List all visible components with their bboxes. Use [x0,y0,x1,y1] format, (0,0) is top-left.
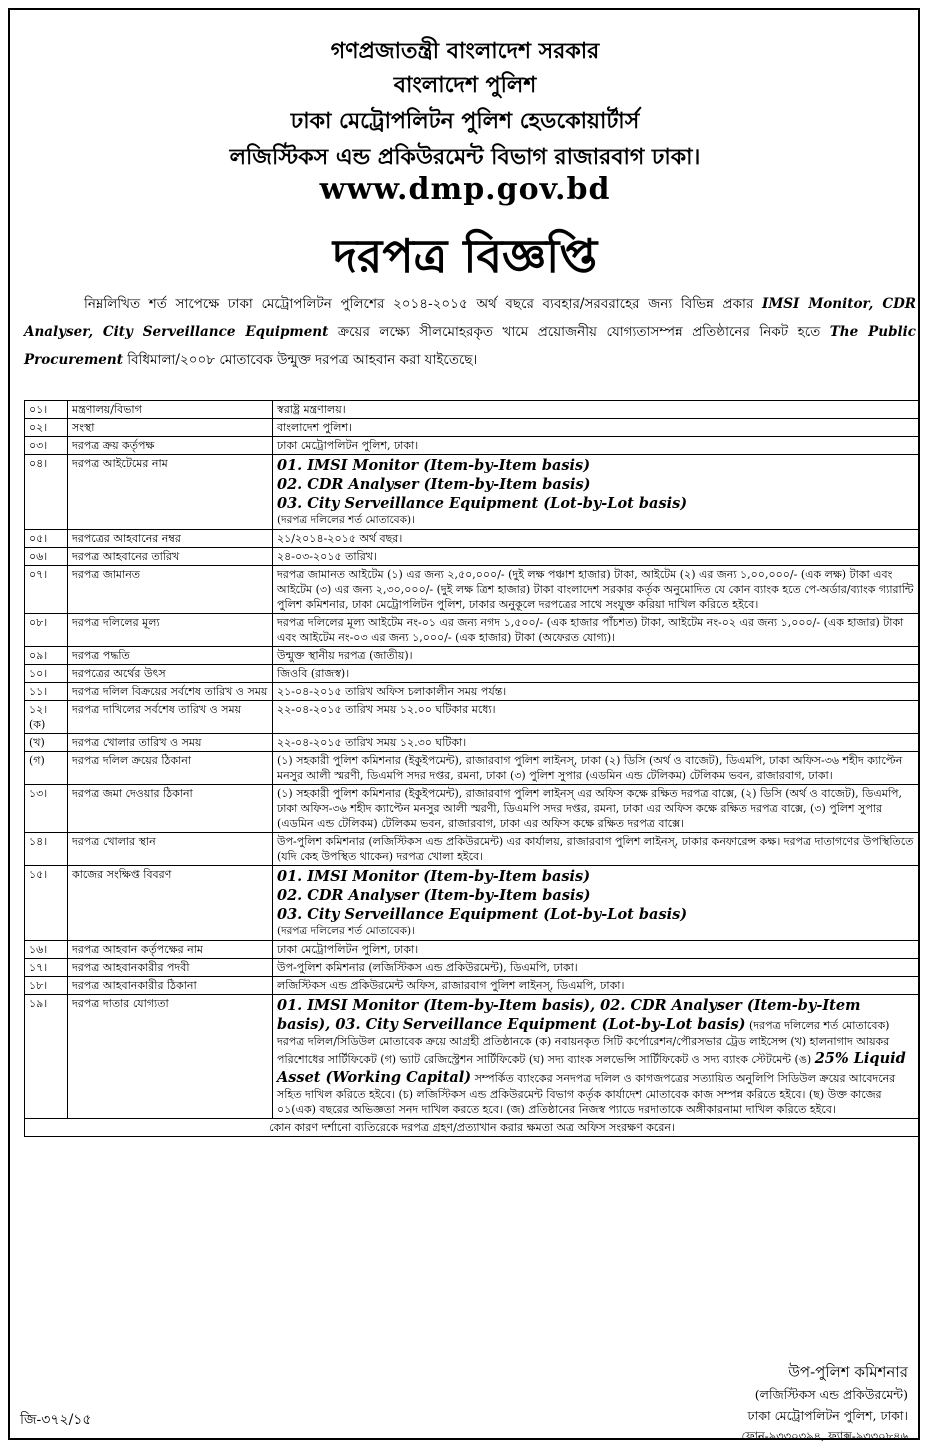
table-cell: ২২-০৪-২০১৫ তারিখ সময় ১২.০০ ঘটিকার মধ্যে। [273,701,920,734]
table-cell: (খ) [25,734,68,752]
table-cell: ১৩। [25,785,68,833]
table-cell: দরপত্র আহবানের তারিখ [68,548,273,566]
table-cell: স্বরাষ্ট্র মন্ত্রণালয়। [273,401,920,419]
table-cell: ১৫। [25,866,68,941]
table-row [25,701,920,734]
table-cell: দরপত্র দলিলের মূল্য [68,614,273,647]
table-cell: দরপত্র দলিল ক্রয়ের ঠিকানা [68,752,273,785]
tender-table [24,400,920,1137]
text-span: নিম্নলিখিত শর্ত সাপেক্ষে ঢাকা মেট্রোপলিটন পুলিশের ২০১৪-২০১৫ অর্থ বছরে ব্যবহার/সরবরাহের জন্য বিভিন্ন প্রকার [84,296,762,312]
text-span: 01. IMSI Monitor (Item-by-Item basis) [277,457,591,474]
table-cell: ২১-০৪-২০১৫ তারিখ অফিস চলাকালীন সময় পর্যন্ত। [273,683,920,701]
table-row [25,566,920,614]
table-cell: ০৮। [25,614,68,647]
table-cell: দরপত্র আহবানকারীর পদবী [68,959,273,977]
text-span: (দরপত্র দলিলের শর্ত মোতাবেক)। [277,514,415,526]
text-span: 02. CDR Analyser (Item-by-Item basis) [277,887,591,904]
table-cell: (১) সহকারী পুলিশ কমিশনার (ইকুইপমেন্ট), রাজারবাগ পুলিশ লাইনস্, ঢাকা (২) ডিসি (অর্থ ও বাজেট), ডিএমপি, ঢাকা অফিস-৩৬ শহীদ ক্যাপ্টেন মনসুর আলী স্মরণী, ডিএমপি সদর দপ্তর, রমনা, ঢাকা (৩) পুলিশ সুপার (এডমিন এন্ড টেলিকম) টেলিকম ভবন, রাজারবাগ, ঢাকা। [273,752,920,785]
table-row [25,1119,920,1137]
table-cell: দরপত্র খোলার তারিখ ও সময় [68,734,273,752]
table-cell: ২১/২০১৪-২০১৫ অর্থ বছর। [273,530,920,548]
table-cell: উপ-পুলিশ কমিশনার (লজিস্টিকস এন্ড প্রকিউরমেন্ট), ডিএমপি, ঢাকা। [273,959,920,977]
table-cell: ০৯। [25,647,68,665]
reference-number: জি-৩৭২/১৫ [20,1412,92,1428]
table-cell: ১৮। [25,977,68,995]
table-row [25,530,920,548]
table-row [25,785,920,833]
text-span: 02. CDR Analyser (Item-by-Item basis) [277,476,591,493]
table-row [25,977,920,995]
table-cell: দরপত্র দলিলের মূল্য আইটেম নং-০১ এর জন্য নগদ ১,৫০০/- (এক হাজার পাঁচশত) টাকা, আইটেম নং-০২ এর জন্য ১,০০০/- (এক হাজার) টাকা এবং আইটেম নং-০৩ এর জন্য ১,০০০/- (এক হাজার) টাকা (অফেরত যোগ্য)। [273,614,920,647]
text-span: (দরপত্র দলিলের শর্ত মোতাবেক)। [277,925,415,937]
intro-paragraph [24,290,916,374]
table-cell: উন্মুক্ত স্থানীয় দরপত্র (জাতীয়)। [273,647,920,665]
text-span: 25% Liquid Asset (Working Capital) [277,1050,906,1086]
signature-office: ঢাকা মেট্রোপলিটন পুলিশ, ঢাকা। [747,1408,908,1423]
notice-title: দরপত্র বিজ্ঞপ্তি [332,229,598,283]
table-cell: জিওবি (রাজস্ব)। [273,665,920,683]
signature-designation: উপ-পুলিশ কমিশনার [788,1363,908,1381]
table-cell: মন্ত্রণালয়/বিভাগ [68,401,273,419]
table-cell: দরপত্র পদ্ধতি [68,647,273,665]
table-cell: ১১। [25,683,68,701]
table-row [25,647,920,665]
table-row [25,866,920,941]
table-cell: দরপত্র জমা দেওয়ার ঠিকানা [68,785,273,833]
table-row [25,548,920,566]
text-span: (দরপত্র দলিলের শর্ত মোতাবেক) দরপত্র দলিল/সিডিউল মোতাবেক ক্রয়ে আগ্রহী প্রতিষ্ঠানকে (ক) নবায়নকৃত সিটি কর্পোরেশন/পৌরসভার ট্রেড লাইসেন্স (খ) হালনাগাদ আয়কর পরিশোধের সার্টিফিকেট (গ) ভ্যাট রেজিস্ট্রেশন সার্টিফিকেট (ঘ) সদ্য ব্যাংক সলভেন্সি সার্টিফিকেট ও সদ্য ব্যাংক স্টেটমেন্ট (ঙ) [277,1019,890,1066]
table-cell: দরপত্র খোলার স্থান [68,833,273,866]
table-cell: দরপত্র জামানত [68,566,273,614]
table-cell: ০৭। [25,566,68,614]
table-row [25,419,920,437]
text-span: ক্রয়ের লক্ষ্যে সীলমোহরকৃত খামে প্রয়োজনীয় যোগ্যতাসম্পন্ন প্রতিষ্ঠানের নিকট হতে [328,324,830,340]
dept-name: লজিস্টিকস এন্ড প্রকিউরমেন্ট বিভাগ রাজারবাগ ঢাকা। [229,144,701,170]
text-span: 01. IMSI Monitor (Item-by-Item basis) [277,868,591,885]
table-cell: দরপত্র দলিল বিক্রয়ের সর্বশেষ তারিখ ও সময় [68,683,273,701]
table-cell: ঢাকা মেট্রোপলিটন পুলিশ, ঢাকা। [273,941,920,959]
table-cell: ২২-০৪-২০১৫ তারিখ সময় ১২.৩০ ঘটিকা। [273,734,920,752]
table-cell [273,866,920,941]
table-cell: উপ-পুলিশ কমিশনার (লজিস্টিকস এন্ড প্রকিউরমেন্ট) এর কার্যালয়, রাজারবাগ পুলিশ লাইনস্, ঢাকার কনফারেন্স কক্ষ। দরপত্র দাতাগণের উপস্থিতিতে (যদি কেহ উপস্থিত থাকেন) দরপত্র খোলা হইবে। [273,833,920,866]
table-cell [273,455,920,530]
table-cell: ০৪। [25,455,68,530]
table-cell: ০৬। [25,548,68,566]
table-row [25,455,920,530]
govt-name: গণপ্রজাতন্ত্রী বাংলাদেশ সরকার [330,38,600,64]
table-cell: ১৭। [25,959,68,977]
table-cell: ২৪-০৩-২০১৫ তারিখ। [273,548,920,566]
table-cell: ০৩। [25,437,68,455]
text-span: IMSI Monitor, CDR Analyser, City Serveillance Equipment [24,296,917,340]
table-cell: ১৬। [25,941,68,959]
table-cell: কাজের সংক্ষিপ্ত বিবরণ [68,866,273,941]
text-span: বিধিমালা/২০০৮ মোতাবেক উন্মুক্ত দরপত্র আহবান করা যাইতেছে। [122,352,478,368]
table-row [25,401,920,419]
table-cell: ০২। [25,419,68,437]
org-name: বাংলাদেশ পুলিশ [393,72,537,98]
table-cell: দরপত্র দাখিলের সর্বশেষ তারিখ ও সময় [68,701,273,734]
table-cell: দরপত্র দাতার যোগ্যতা [68,995,273,1119]
text-span: (ক) [29,718,46,731]
table-cell: লজিস্টিকস এন্ড প্রকিউরমেন্ট অফিস, রাজারবাগ পুলিশ লাইনস্, ডিএমপি, ঢাকা। [273,977,920,995]
table-cell: ১৯। [25,995,68,1119]
hq-name: ঢাকা মেট্রোপলিটন পুলিশ হেডকোয়ার্টার্স [290,108,640,134]
table-cell: ১৪। [25,833,68,866]
table-row [25,683,920,701]
closing-note: কোন কারণ দর্শানো ব্যতিরেকে দরপত্র গ্রহণ/প্রত্যাখান করার ক্ষমতা অত্র অফিস সংরক্ষণ করেন। [25,1119,920,1137]
table-row [25,734,920,752]
signature-dept: (লজিস্টিকস এন্ড প্রকিউরমেন্ট) [754,1387,908,1402]
table-cell: ঢাকা মেট্রোপলিটন পুলিশ, ঢাকা। [273,437,920,455]
table-row [25,752,920,785]
table-cell: দরপত্র জামানত আইটেম (১) এর জন্য ২,৫০,০০০/- (দুই লক্ষ পঞ্চাশ হাজার) টাকা, আইটেম (২) এর জন্য ১,০০,০০০/- (এক লক্ষ) টাকা এবং আইটেম (৩) এর জন্য ২,৩০,০০০/- (দুই লক্ষ ত্রিশ হাজার) টাকা বাংলাদেশ সরকার কর্তৃক অনুমোদিত যে কোন ব্যাংক হতে পে-অর্ডার/ব্যাংক গ্যারান্টি পুলিশ কমিশনার, ঢাকা মেট্রোপলিটন পুলিশ, ঢাকার অনুকূলে দরপত্রের সাথে সংযুক্ত করিয়া দাখিল করিতে হইবে। [273,566,920,614]
table-cell: সংস্থা [68,419,273,437]
table-cell: দরপত্র আইটেমের নাম [68,455,273,530]
table-row [25,833,920,866]
table-cell: (১) সহকারী পুলিশ কমিশনার (ইকুইপমেন্ট), রাজারবাগ পুলিশ লাইনস্ এর অফিস কক্ষে রক্ষিত দরপত্র বাক্সে, (২) ডিসি (অর্থ ও বাজেট), ডিএমপি, ঢাকা অফিস-৩৬ শহীদ ক্যাপ্টেন মনসুর আলী স্মরণী, ডিএমপি সদর দপ্তর, রমনা, ঢাকা এর অফিস কক্ষে রক্ষিত দরপত্র বাক্সে, (৩) পুলিশ সুপার (এডমিন এন্ড টেলিকম) টেলিকম ভবন, রাজারবাগ, ঢাকা এর অফিস কক্ষে রক্ষিত দরপত্র বাক্সে। [273,785,920,833]
table-cell: (গ) [25,752,68,785]
text-span: The Public Procurement [24,324,916,368]
signature-contact: ফোন-৯৩৩০৩৯৪, ফ্যাক্স-৯৩৩০৮৪৬ [741,1429,908,1443]
table-cell: দরপত্র আহবানকারীর ঠিকানা [68,977,273,995]
table-cell [25,701,68,734]
text-span: 03. City Serveillance Equipment (Lot-by-Lot basis) [277,495,688,512]
table-row [25,941,920,959]
table-cell: ০১। [25,401,68,419]
table-row [25,665,920,683]
website-link[interactable]: www.dmp.gov.bd [319,172,611,207]
text-span: সম্পর্কিত ব্যাংকের সনদপত্র দলিল ও কাগজপত্রের সত্যায়িত অনুলিপি সিডিউল ক্রয়ের আবেদনের সহিত দাখিল করিতে হইবে। (চ) লজিস্টিকস এন্ড প্রকিউরমেন্ট বিভাগ কর্তৃক কার্যাদেশ মোতাবেক কাজ সম্পন্ন করিতে হইবে। (ছ) উক্ত কাজের ০১(এক) বছরের অভিজ্ঞতা সনদ দাখিল করতে হবে। (জ) প্রতিষ্ঠানের নিজস্ব প্যাডে দরদাতাকে অঙ্গীকারনামা দাখিল করিতে হইবে। [277,1072,896,1116]
table-cell: ০৫। [25,530,68,548]
text-span: 03. City Serveillance Equipment (Lot-by-Lot basis) [277,906,688,923]
table-row [25,437,920,455]
table-row [25,614,920,647]
table-cell: ১০। [25,665,68,683]
table-cell: দরপত্র ক্রয় কর্তৃপক্ষ [68,437,273,455]
table-cell [273,995,920,1119]
table-cell: দরপত্রের আহবানের নম্বর [68,530,273,548]
table-cell: দরপত্র আহবান কর্তৃপক্ষের নাম [68,941,273,959]
table-row [25,995,920,1119]
table-cell: দরপত্রের অর্থের উৎস [68,665,273,683]
table-row [25,959,920,977]
text-span: ১২। [29,703,48,716]
text-span: 01. IMSI Monitor (Item-by-Item basis), 02. CDR Analyser (Item-by-Item basis), 03. City Serveillance Equipment (Lot-by-Lot basis) [277,997,861,1033]
table-cell: বাংলাদেশ পুলিশ। [273,419,920,437]
